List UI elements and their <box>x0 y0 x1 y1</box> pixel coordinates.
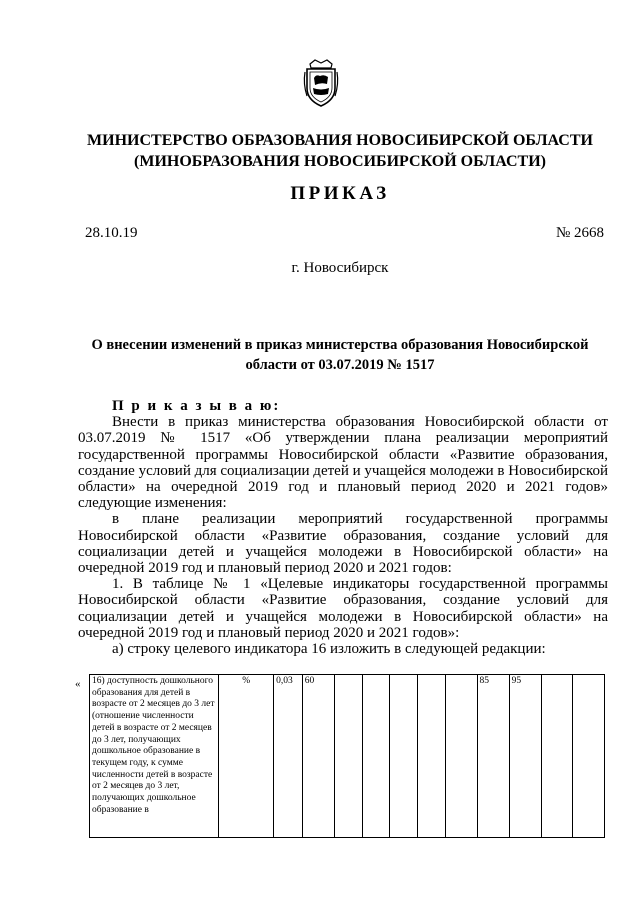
value-cell <box>573 675 605 838</box>
value-cell <box>445 675 477 838</box>
ministry-line-1: МИНИСТЕРСТВО ОБРАЗОВАНИЯ НОВОСИБИРСКОЙ ОБЛАСТИ <box>87 132 593 149</box>
document-subject <box>80 335 600 375</box>
document-number: № 2668 <box>555 225 604 241</box>
body-paragraph-1: Внести в приказ министерства образования Новосибирской области от 03.07.2019 № 1517 «Об утверждении плана реализации мероприятий государственной программы Новосибирской области «Развитие образования, создание условий для социализации детей и учащейся молодежи в Новосибирской области» на очередной 2019 год и плановый период 2020 и 2021 годов» следующие изменения: <box>78 414 608 512</box>
open-quote: « <box>75 678 81 690</box>
indicator-table <box>89 674 605 838</box>
body-paragraph-3: 1. В таблице № 1 «Целевые индикаторы государственной программы Новосибирской области «Развитие образования, создание условий для социализации детей и учащейся молодежи в Новосибирской области» на очередной 2019 год и плановый период 2020 и 2021 годов»: <box>78 576 608 641</box>
unit-cell: % <box>219 675 274 838</box>
value-cell: 60 <box>302 675 334 838</box>
ministry-name <box>60 130 620 172</box>
value-cell <box>390 675 418 838</box>
value-cell <box>541 675 573 838</box>
subject-line-2: области от 03.07.2019 № 1517 <box>245 357 435 373</box>
document-type-title: ПРИКАЗ <box>290 183 390 204</box>
document-city: г. Новосибирск <box>291 260 389 276</box>
subject-line-1: О внесении изменений в приказ министерства образования Новосибирской <box>91 337 589 353</box>
body-paragraph-4: а) строку целевого индикатора 16 изложить в следующей редакции: <box>112 641 546 658</box>
value-cell <box>334 675 362 838</box>
value-cell <box>362 675 390 838</box>
value-cell: 95 <box>509 675 541 838</box>
body-paragraph-2: в плане реализации мероприятий государственной программы Новосибирской области «Развитие образования, создание условий для социализации детей и учащейся молодежи в Новосибирской области» на очередной 2019 год и плановый период 2020 и 2021 годов: <box>78 511 608 577</box>
document-date: 28.10.19 <box>85 225 138 241</box>
ministry-line-2: (МИНОБРАЗОВАНИЯ НОВОСИБИРСКОЙ ОБЛАСТИ) <box>134 153 546 170</box>
value-cell: 0,03 <box>274 675 303 838</box>
indicator-cell: 16) доступность дошкольного образования для детей в возрасте от 2 месяцев до 3 лет (отношение численности детей в возрасте от 2 месяцев до 3 лет, получающих дошкольное образование в текущем году, к сумме численности детей в возрасте от 2 месяцев до 3 лет, получающих дошкольное образование в <box>90 675 219 838</box>
table-row <box>90 675 605 838</box>
value-cell <box>418 675 446 838</box>
value-cell: 85 <box>477 675 509 838</box>
novosibirsk-coat-of-arms-icon <box>302 58 340 108</box>
document-body <box>78 398 608 657</box>
order-keyword: П р и к а з ы в а ю: <box>112 398 281 414</box>
